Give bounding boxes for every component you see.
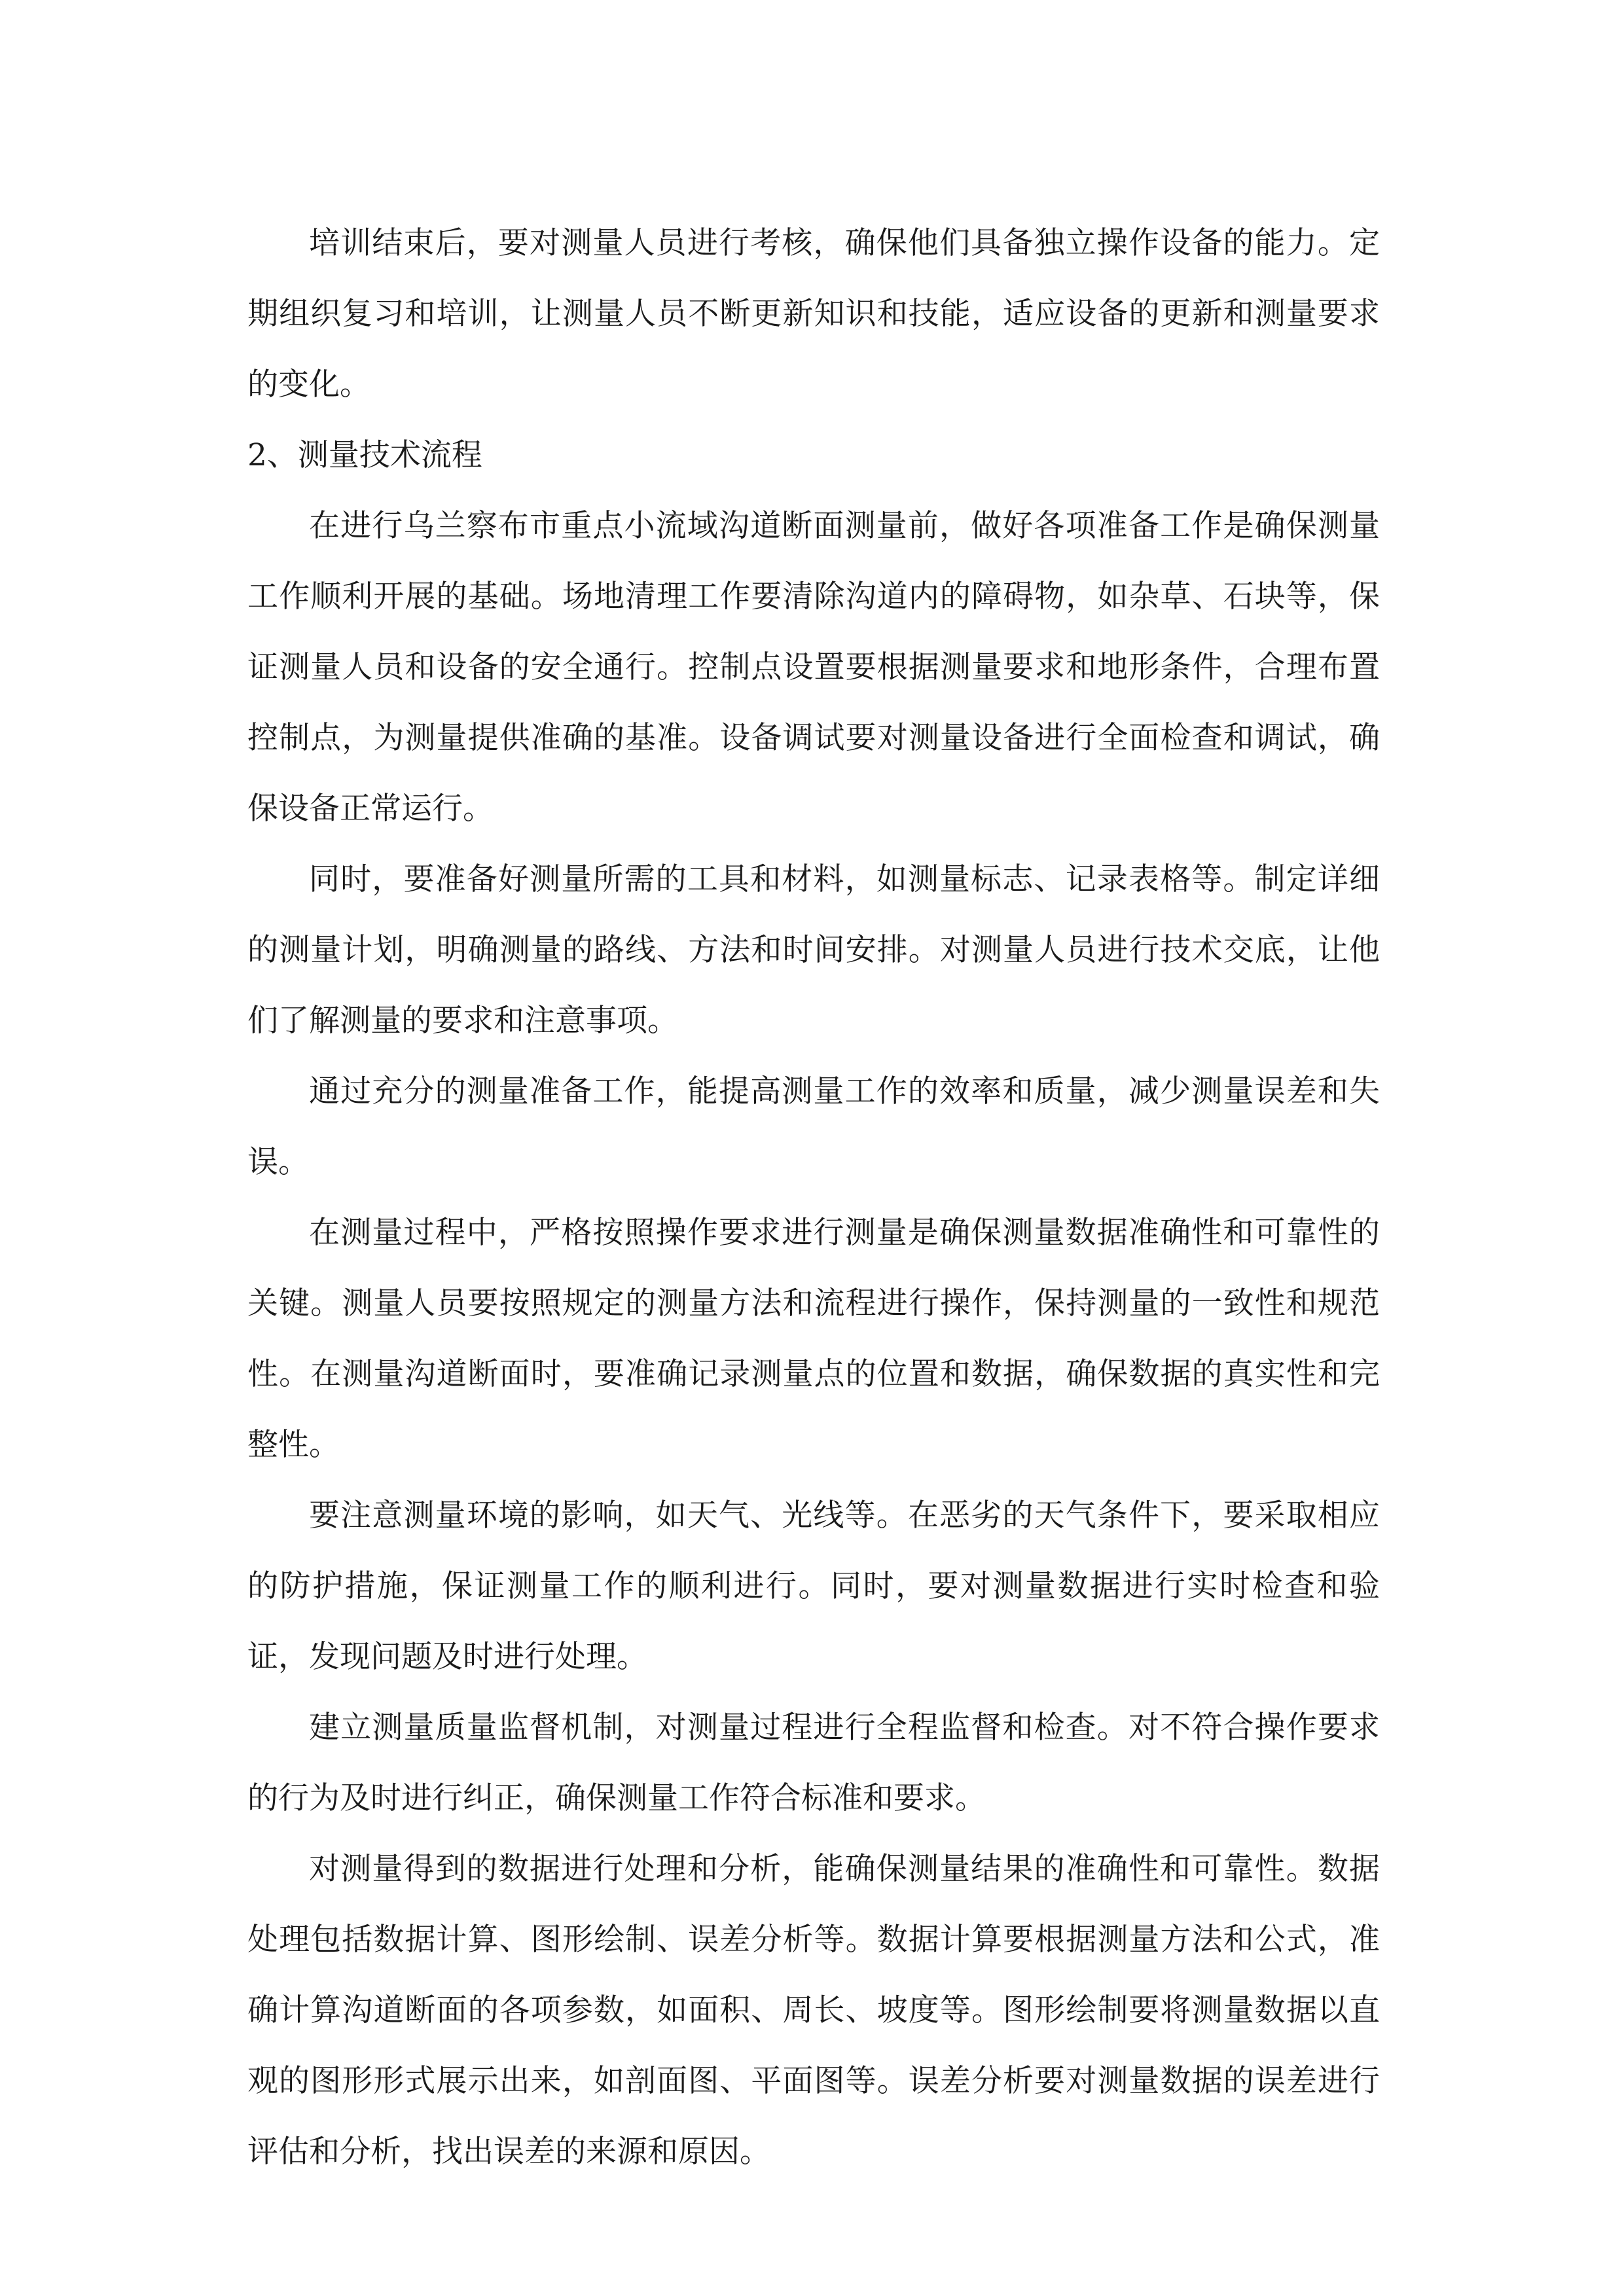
paragraph-data-processing: 对测量得到的数据进行处理和分析，能确保测量结果的准确性和可靠性。数据处理包括数据计算、图形绘制、误差分析等。数据计算要根据测量方法和公式，准确计算沟道断面的各项参数，如面积、周长、坡度等。图形绘制要将测量数据以直观的图形形式展示出来，如剖面图、平面图等。误差分析要对测量数据的误差进行评估和分析，找出误差的来源和原因。 [247,1851,1380,2170]
document-body [247,208,1380,2187]
paragraph-quality-supervision: 建立测量质量监督机制，对测量过程进行全程监督和检查。对不符合操作要求的行为及时进行纠正，确保测量工作符合标准和要求。 [247,1710,1380,1816]
paragraph-preparation-benefit: 通过充分的测量准备工作，能提高测量工作的效率和质量，减少测量误差和失误。 [247,1073,1380,1180]
section-heading-survey-process: 2、测量技术流程 [247,437,482,473]
paragraph-preparation: 在进行乌兰察布市重点小流域沟道断面测量前，做好各项准备工作是确保测量工作顺利开展的基础。场地清理工作要清除沟道内的障碍物，如杂草、石块等，保证测量人员和设备的安全通行。控制点设置要根据测量要求和地形条件，合理布置控制点，为测量提供准确的基准。设备调试要对测量设备进行全面检查和调试，确保设备正常运行。 [247,508,1380,827]
paragraph-environment: 要注意测量环境的影响，如天气、光线等。在恶劣的天气条件下，要采取相应的防护措施，保证测量工作的顺利进行。同时，要对测量数据进行实时检查和验证，发现问题及时进行处理。 [247,1498,1380,1675]
paragraph-tools-and-plan: 同时，要准备好测量所需的工具和材料，如测量标志、记录表格等。制定详细的测量计划，明确测量的路线、方法和时间安排。对测量人员进行技术交底，让他们了解测量的要求和注意事项。 [247,861,1380,1039]
paragraph-training-assessment: 培训结束后，要对测量人员进行考核，确保他们具备独立操作设备的能力。定期组织复习和培训，让测量人员不断更新知识和技能，适应设备的更新和测量要求的变化。 [247,225,1380,403]
paragraph-measurement-process: 在测量过程中，严格按照操作要求进行测量是确保测量数据准确性和可靠性的关键。测量人员要按照规定的测量方法和流程进行操作，保持测量的一致性和规范性。在测量沟道断面时，要准确记录测量点的位置和数据，确保数据的真实性和完整性。 [247,1215,1380,1463]
